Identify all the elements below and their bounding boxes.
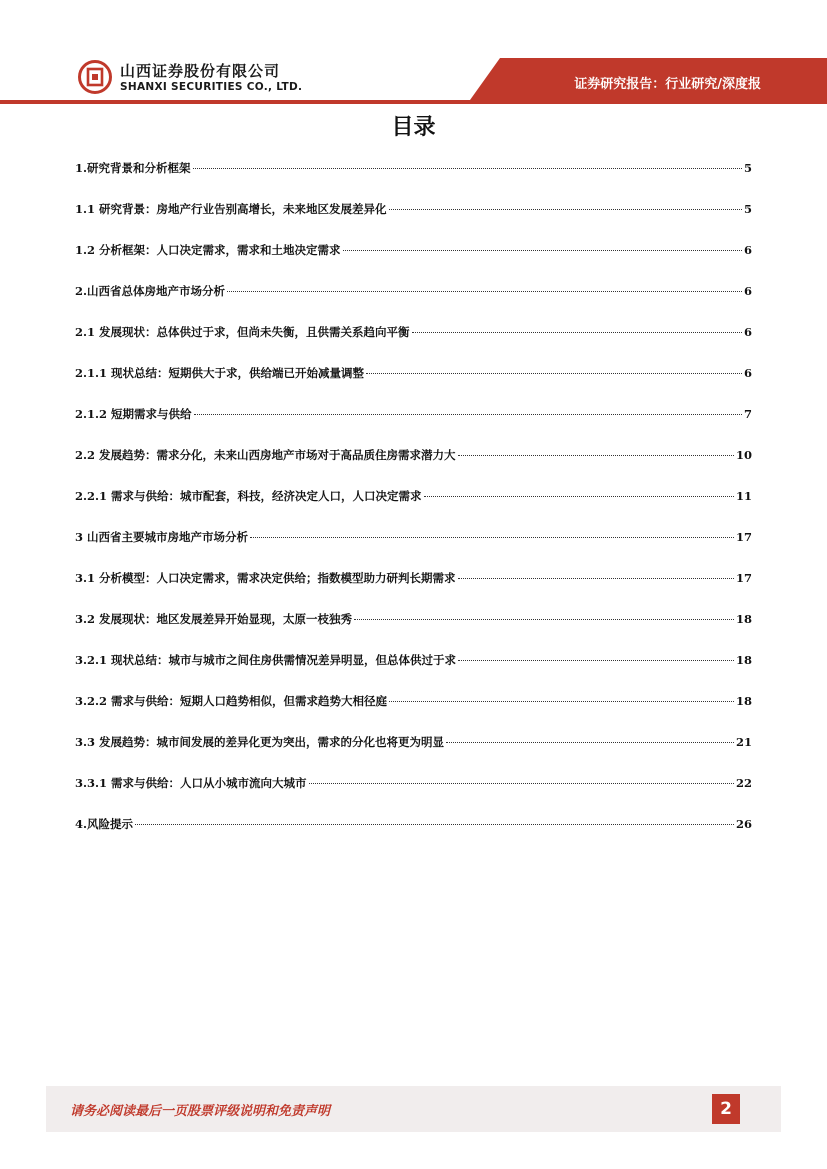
toc-leader-dots [412, 332, 742, 333]
toc-entry-label: 2.2.1 需求与供给：城市配套，科技，经济决定人口，人口决定需求 [75, 489, 422, 503]
toc-leader-dots [135, 824, 734, 825]
toc-entry-label: 3.2 发展现状：地区发展差异开始显现，太原一枝独秀 [75, 612, 353, 626]
toc-entry-label: 2.山西省总体房地产市场分析 [75, 284, 226, 298]
toc-entry-label: 1.1 研究背景：房地产行业告别高增长，未来地区发展差异化 [75, 202, 387, 216]
page-number: 2 [712, 1094, 740, 1124]
toc-entry-page: 11 [735, 489, 752, 503]
toc-entry-label: 3.3.1 需求与供给：人口从小城市流向大城市 [75, 776, 307, 790]
toc-entry-label: 3 山西省主要城市房地产市场分析 [75, 530, 249, 544]
toc-entry[interactable] [75, 160, 752, 201]
toc-entry[interactable] [75, 283, 752, 324]
toc-entry-page: 10 [735, 448, 752, 462]
toc-entry-page: 26 [735, 817, 752, 831]
toc-leader-dots [424, 496, 734, 497]
toc-leader-dots [227, 291, 742, 292]
toc-entry-label: 3.2.1 现状总结：城市与城市之间住房供需情况差异明显，但总体供过于求 [75, 653, 457, 667]
toc-leader-dots [458, 660, 734, 661]
toc-leader-dots [389, 701, 734, 702]
company-name-cn: 山西证券股份有限公司 [120, 62, 281, 80]
report-type: 证券研究报告：行业研究/深度报 [574, 77, 761, 92]
toc-entry[interactable] [75, 652, 752, 693]
toc-entry[interactable] [75, 242, 752, 283]
page-header [0, 0, 827, 105]
toc-entry-label: 3.2.2 需求与供给：短期人口趋势相似，但需求趋势大相径庭 [75, 694, 388, 708]
toc-leader-dots [458, 455, 734, 456]
toc-entry-page: 5 [743, 202, 752, 216]
toc-entry-page: 6 [743, 243, 752, 257]
toc-leader-dots [458, 578, 734, 579]
toc-entry-label: 3.1 分析模型：人口决定需求，需求决定供给；指数模型助力研判长期需求 [75, 571, 456, 585]
toc-entry-label: 1.研究背景和分析框架 [75, 161, 191, 175]
company-logo-icon [78, 60, 112, 94]
toc-entry[interactable] [75, 693, 752, 734]
toc-entry-label: 1.2 分析框架：人口决定需求，需求和土地决定需求 [75, 243, 341, 257]
toc-entry[interactable] [75, 324, 752, 365]
toc-leader-dots [194, 414, 742, 415]
toc-leader-dots [343, 250, 742, 251]
toc-entry-page: 6 [743, 366, 752, 380]
disclaimer-text: 请务必阅读最后一页股票评级说明和免责声明 [70, 1104, 331, 1119]
toc-entry-page: 21 [735, 735, 752, 749]
toc-entry-page: 17 [735, 571, 752, 585]
toc-entry-page: 6 [743, 284, 752, 298]
toc-entry-page: 5 [743, 161, 752, 175]
toc-entry[interactable] [75, 447, 752, 488]
toc-entry-page: 6 [743, 325, 752, 339]
toc-leader-dots [354, 619, 734, 620]
toc-leader-dots [389, 209, 742, 210]
toc-entry-page: 7 [743, 407, 752, 421]
toc-entry-page: 17 [735, 530, 752, 544]
toc-leader-dots [193, 168, 742, 169]
toc-leader-dots [366, 373, 742, 374]
toc-leader-dots [446, 742, 734, 743]
toc-title: 目录 [391, 115, 436, 140]
toc-entry-label: 2.1.1 现状总结：短期供大于求，供给端已开始减量调整 [75, 366, 365, 380]
toc-entry[interactable] [75, 734, 752, 775]
toc-entry[interactable] [75, 406, 752, 447]
toc-entry[interactable] [75, 201, 752, 242]
toc-entry-page: 18 [735, 612, 752, 626]
toc-entry[interactable] [75, 775, 752, 816]
toc-entry[interactable] [75, 488, 752, 529]
toc-entry[interactable] [75, 611, 752, 652]
toc-entry-page: 18 [735, 653, 752, 667]
toc-entry-label: 2.2 发展趋势：需求分化，未来山西房地产市场对于高品质住房需求潜力大 [75, 448, 456, 462]
toc-entry-label: 2.1.2 短期需求与供给 [75, 407, 192, 421]
toc-entry-label: 4.风险提示 [75, 817, 134, 831]
toc-entry-label: 3.3 发展趋势：城市间发展的差异化更为突出，需求的分化也将更为明显 [75, 735, 445, 749]
table-of-contents [75, 160, 752, 857]
toc-entry[interactable] [75, 570, 752, 611]
toc-entry-label: 2.1 发展现状：总体供过于求，但尚未失衡，且供需关系趋向平衡 [75, 325, 410, 339]
company-name-en: SHANXI SECURITIES CO., LTD. [120, 81, 303, 93]
toc-entry-page: 22 [735, 776, 752, 790]
toc-entry[interactable] [75, 816, 752, 857]
toc-leader-dots [250, 537, 734, 538]
toc-entry[interactable] [75, 365, 752, 406]
toc-leader-dots [309, 783, 734, 784]
toc-entry-page: 18 [735, 694, 752, 708]
toc-entry[interactable] [75, 529, 752, 570]
